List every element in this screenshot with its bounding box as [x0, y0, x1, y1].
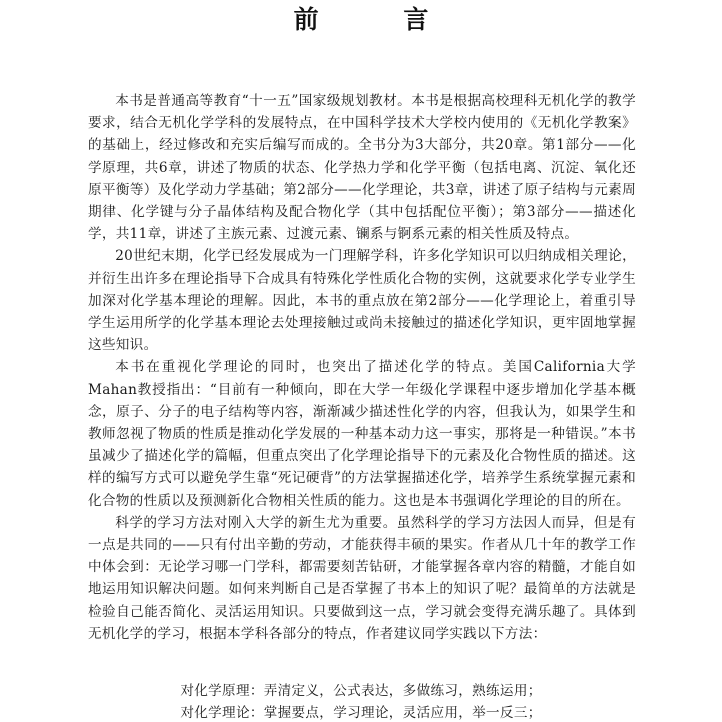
paragraph-study-method: 科学的学习方法对刚入大学的新生尤为重要。虽然科学的学习方法因人而异，但是有一点是共同的——只有付出辛勤的劳动，才能获得丰硕的果实。作者从几十年的教学工作中体会到：无论学习哪一门学科，都需要刻苦钻研，才能掌握各章内容的精髓，才能自如地运用知识解决问题。如何来判断自己是否掌握了书本上的知识了呢？最简单的方法就是检验自己能否简化、灵活运用知识。只要做到这一点，学习就会变得充满乐趣了。具体到无机化学的学习，根据本学科各部分的特点，作者建议同学实践以下方法： [88, 514, 636, 642]
method-line-principles: 对化学原理：弄清定义，公式表达，多做练习，熟练运用； [180, 683, 542, 699]
preface-body [88, 90, 636, 645]
paragraph-theory-emphasis: 20世纪末期，化学已经发展成为一门理解学科，许多化学知识可以归纳成相关理论，并衍生出许多在理论指导下合成具有特殊化学性质化合物的实例，这就要求化学专业学生加深对化学基本理论的理解。因此，本书的重点放在第2部分——化学理论上，着重引导学生运用所学的化学基本理论去处理接触过或尚未接触过的描述化学知识，更牢固地掌握这些知识。 [88, 248, 636, 354]
page-title: 前 言 [293, 5, 467, 34]
paragraph-descriptive-chemistry: 本书在重视化学理论的同时，也突出了描述化学的特点。美国California大学Mahan教授指出：“目前有一种倾向，即在大学一年级化学课程中逐步增加化学基本概念，原子、分子的电子结构等内容，渐渐减少描述性化学的内容，但我认为，如果学生和教师忽视了物质的性质是推动化学发展的一种基本动力这一事实，那将是一种错误。”本书虽减少了描述化学的篇幅，但重点突出了化学理论指导下的元素及化合物性质的描述。这样的编写方式可以避免学生靠“死记硬背”的方法掌握描述化学，培养学生系统掌握元素和化合物的性质以及预测新化合物相关性质的能力。这也是本书强调化学理论的目的所在。 [88, 359, 636, 509]
paragraph-intro: 本书是普通高等教育“十一五”国家级规划教材。本书是根据高校理科无机化学的教学要求，结合无机化学学科的发展特点，在中国科学技术大学校内使用的《无机化学教案》的基础上，经过修改和充实后编写而成的。全书分为3大部分，共20章。第1部分——化学原理，共6章，讲述了物质的状态、化学热力学和化学平衡（包括电离、沉淀、氧化还原平衡等）及化学动力学基础；第2部分——化学理论，共3章，讲述了原子结构与元素周期律、化学键与分子晶体结构及配合物化学（其中包括配位平衡）；第3部分——描述化学，共11章，讲述了主族元素、过渡元素、镧系与锕系元素的相关性质及特点。 [88, 93, 636, 243]
method-line-theory: 对化学理论：掌握要点，学习理论，灵活应用，举一反三； [180, 705, 542, 721]
